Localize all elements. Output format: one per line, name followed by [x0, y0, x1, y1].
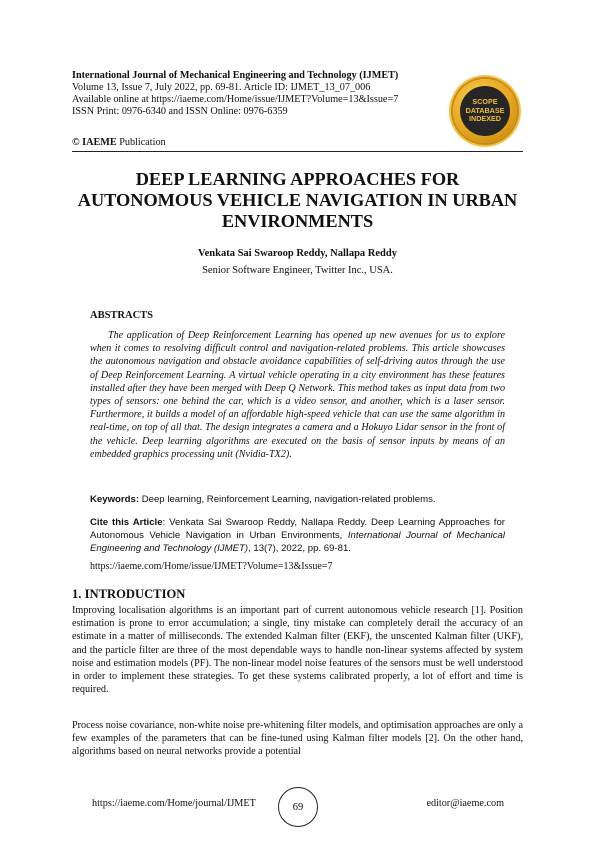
citation-journal: International Journal of Mechanical Engineering and Technology (IJMET): [90, 530, 506, 555]
citation-label: Cite this Article: [90, 517, 163, 528]
abstract-text: The application of Deep Reinforcement Learning has opened up new avenues for us to explore when it comes to resolving difficult control and navigation-related problems. This article showcases the autonomous navigation and obstacle avoidance capabilities of self-driving autos through the use of Deep Reinforcement Learning. A virtual vehicle operating in a city environment has these features installed after they have been merged with Deep Q Network. This method takes as input data from two types of sensors: one behind the car, which is a video sensor, and another, which is a laser sensor. Furthermore, it builds a model of an affordable high-speed vehicle that can use the same algorithm in real-time, on top of all that. The design integrates a camera and a Hokuyo Lidar sensor in the front of the vehicle. Deep learning algorithms are executed on the basis of sensor inputs by means of an embedded graphics processing unit (Nvidia-TX2).: [90, 330, 505, 460]
paper-authors: Venkata Sai Swaroop Reddy, Nallapa Reddy: [198, 248, 397, 259]
page-footer: [72, 787, 523, 827]
abstract-heading: ABSTRACTS: [90, 310, 154, 321]
badge-line-2: DATABASE: [465, 105, 505, 115]
footer-journal-link[interactable]: https://iaeme.com/Home/journal/IJMET: [92, 798, 256, 809]
journal-header: [72, 70, 398, 118]
journal-name: International Journal of Mechanical Engineering and Technology (IJMET): [72, 70, 399, 81]
section-heading: 1. INTRODUCTION: [72, 587, 186, 601]
header-divider: [72, 151, 523, 152]
paragraph-2: Process noise covariance, non-white noise pre-whitening filter models, and optimisation approaches are only a few examples of the parameters that can be fine-tuned using Kalman filter models [2]. On the other hand, algorithms based on neural networks provide a potential: [72, 720, 523, 758]
paragraph-1: Improving localisation algorithms is an important part of current autonomous vehicle research [1]. Position estimation is prone to error accumulation; a single, tiny mistake can completely derail the accuracy of an estimate in a matter of milliseconds. The extended Kalman filter (EKF), the unscented Kalman filter (UKF), and the particle filter are three of the most dependable ways to handle non-linear systems affected by system noise and estimation models (PF). The non-linear model noise features of the sensors must be well understood in order to implement these strategies. To get these systems calibrated properly, a lot of effort and time is required.: [72, 605, 523, 696]
publisher-line: [72, 137, 166, 148]
keywords-label: Keywords:: [90, 494, 140, 505]
badge-line-3: INDEXED: [469, 114, 501, 124]
author-affiliation: Senior Software Engineer, Twitter Inc., USA.: [202, 265, 393, 276]
badge-text: [460, 86, 510, 136]
publisher-text: Publication: [116, 137, 166, 148]
citation-url[interactable]: https://iaeme.com/Home/issue/IJMET?Volume=13&Issue=7: [90, 561, 333, 572]
keywords-text: Deep learning, Reinforcement Learning, navigation-related problems.: [139, 494, 436, 505]
volume-info: Volume 13, Issue 7, July 2022, pp. 69-81. Article ID: IJMET_13_07_006: [72, 82, 371, 93]
badge-line-1: SCOPE: [472, 97, 498, 107]
footer-email-link[interactable]: editor@iaeme.com: [426, 798, 504, 809]
issn-info: ISSN Print: 0976-6340 and ISSN Online: 0976-6359: [72, 106, 288, 117]
paper-title: DEEP LEARNING APPROACHES FOR AUTONOMOUS VEHICLE NAVIGATION IN URBAN ENVIRONMENTS: [77, 169, 518, 231]
scope-database-badge: [453, 79, 517, 143]
page-number: 69: [278, 787, 318, 827]
citation: [90, 516, 505, 556]
citation-text-2: , 13(7), 2022, pp. 69-81.: [248, 543, 351, 555]
availability-info: Available online at https://iaeme.com/Home/issue/IJMET?Volume=13&Issue=7: [72, 94, 399, 105]
citation-text-1: : Venkata Sai Swaroop Reddy, Nallapa Reddy. Deep Learning Approaches for Autonomous Vehicle Navigation in Urban Environments,: [90, 517, 506, 542]
keywords: [90, 494, 505, 505]
publisher-mark: © IAEME: [72, 137, 117, 148]
